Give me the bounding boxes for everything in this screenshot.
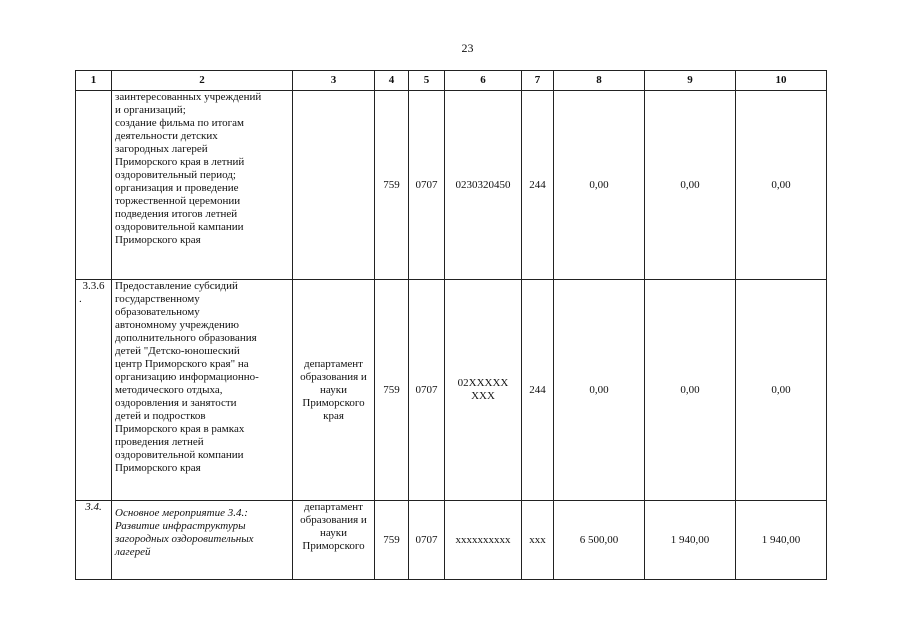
row-amount-3: 1 940,00 — [736, 501, 827, 580]
description-line: загородных оздоровительных — [115, 533, 254, 545]
row-amount-total: 0,00 — [554, 91, 645, 280]
header-col-1: 1 — [76, 71, 112, 91]
table-row — [76, 501, 827, 580]
row-index-number: 3.3.6 — [82, 280, 105, 292]
description-line: Приморского края в рамках — [115, 423, 245, 435]
row-vr: 244 — [522, 91, 554, 280]
row-amount-total: 0,00 — [554, 280, 645, 501]
target-line-1: 02XXXXX — [457, 377, 509, 389]
description-line: методического отдыха, — [115, 384, 223, 396]
description-line: образовательному — [115, 306, 200, 318]
description-line: Развитие инфраструктуры — [115, 520, 246, 532]
header-col-8: 8 — [554, 71, 645, 91]
row-amount-3: 0,00 — [736, 280, 827, 501]
row-amount-3: 0,00 — [736, 91, 827, 280]
table-row — [76, 91, 827, 280]
row-target: xxxxxxxxxx — [445, 501, 522, 580]
header-col-6: 6 — [445, 71, 522, 91]
row-description — [112, 91, 293, 280]
row-grbs: 759 — [375, 501, 409, 580]
table-row — [76, 280, 827, 501]
row-vr: 244 — [522, 280, 554, 501]
description-line: детей и подростков — [115, 410, 206, 422]
row-description — [112, 280, 293, 501]
row-index — [76, 280, 112, 501]
description-line: организация и проведение — [115, 182, 239, 194]
description-line: оздоровительной кампании — [115, 221, 244, 233]
header-col-10: 10 — [736, 71, 827, 91]
row-target: 0230320450 — [445, 91, 522, 280]
description-line: Предоставление субсидий — [115, 280, 238, 292]
description-line: подведения итогов летней — [115, 208, 238, 220]
row-description — [112, 501, 293, 580]
row-vr: xxx — [522, 501, 554, 580]
row-index — [76, 91, 112, 280]
header-col-3: 3 — [293, 71, 375, 91]
header-col-9: 9 — [645, 71, 736, 91]
description-line: и организаций; — [115, 104, 186, 116]
target-line-2: XXX — [471, 390, 495, 402]
description-line: торжественной церемонии — [115, 195, 241, 207]
row-grbs: 759 — [375, 91, 409, 280]
description-line: Приморского края в летний — [115, 156, 245, 168]
description-line: дополнительного образования — [115, 332, 257, 344]
description-line: загородных лагерей — [115, 143, 208, 155]
row-grbs: 759 — [375, 280, 409, 501]
row-section: 0707 — [409, 91, 445, 280]
row-amount-2: 1 940,00 — [645, 501, 736, 580]
row-department — [293, 91, 375, 280]
budget-table — [75, 70, 827, 580]
header-col-4: 4 — [375, 71, 409, 91]
row-index-mark: . — [79, 293, 82, 305]
row-amount-2: 0,00 — [645, 91, 736, 280]
row-section: 0707 — [409, 280, 445, 501]
description-line: центр Приморского края" на — [115, 358, 249, 370]
description-line: оздоровления и занятости — [115, 397, 237, 409]
description-line: Приморского края — [115, 234, 201, 246]
description-line: оздоровительный период; — [115, 169, 236, 181]
description-line: лагерей — [115, 546, 151, 558]
row-section: 0707 — [409, 501, 445, 580]
description-line: оздоровительной компании — [115, 449, 244, 461]
row-amount-total: 6 500,00 — [554, 501, 645, 580]
header-row — [76, 71, 827, 91]
row-amount-2: 0,00 — [645, 280, 736, 501]
page-number: 23 — [461, 41, 474, 55]
header-col-5: 5 — [409, 71, 445, 91]
description-line: заинтересованных учреждений — [115, 91, 262, 103]
header-col-2: 2 — [112, 71, 293, 91]
row-target — [445, 280, 522, 501]
row-index: 3.4. — [76, 501, 112, 580]
description-line: Приморского края — [115, 462, 201, 474]
description-line: создание фильма по итогам — [115, 117, 244, 129]
description-line: детей "Детско-юношеский — [115, 345, 240, 357]
row-department: департамент образования и науки Приморского — [293, 501, 375, 580]
description-line: деятельности детских — [115, 130, 218, 142]
row-department: департамент образования и науки Приморского края — [293, 280, 375, 501]
description-line: проведения летней — [115, 436, 204, 448]
description-line: Основное мероприятие 3.4.: — [115, 507, 248, 519]
description-line: организацию информационно- — [115, 371, 259, 383]
header-col-7: 7 — [522, 71, 554, 91]
description-line: автономному учреждению — [115, 319, 239, 331]
description-line: государственному — [115, 293, 200, 305]
